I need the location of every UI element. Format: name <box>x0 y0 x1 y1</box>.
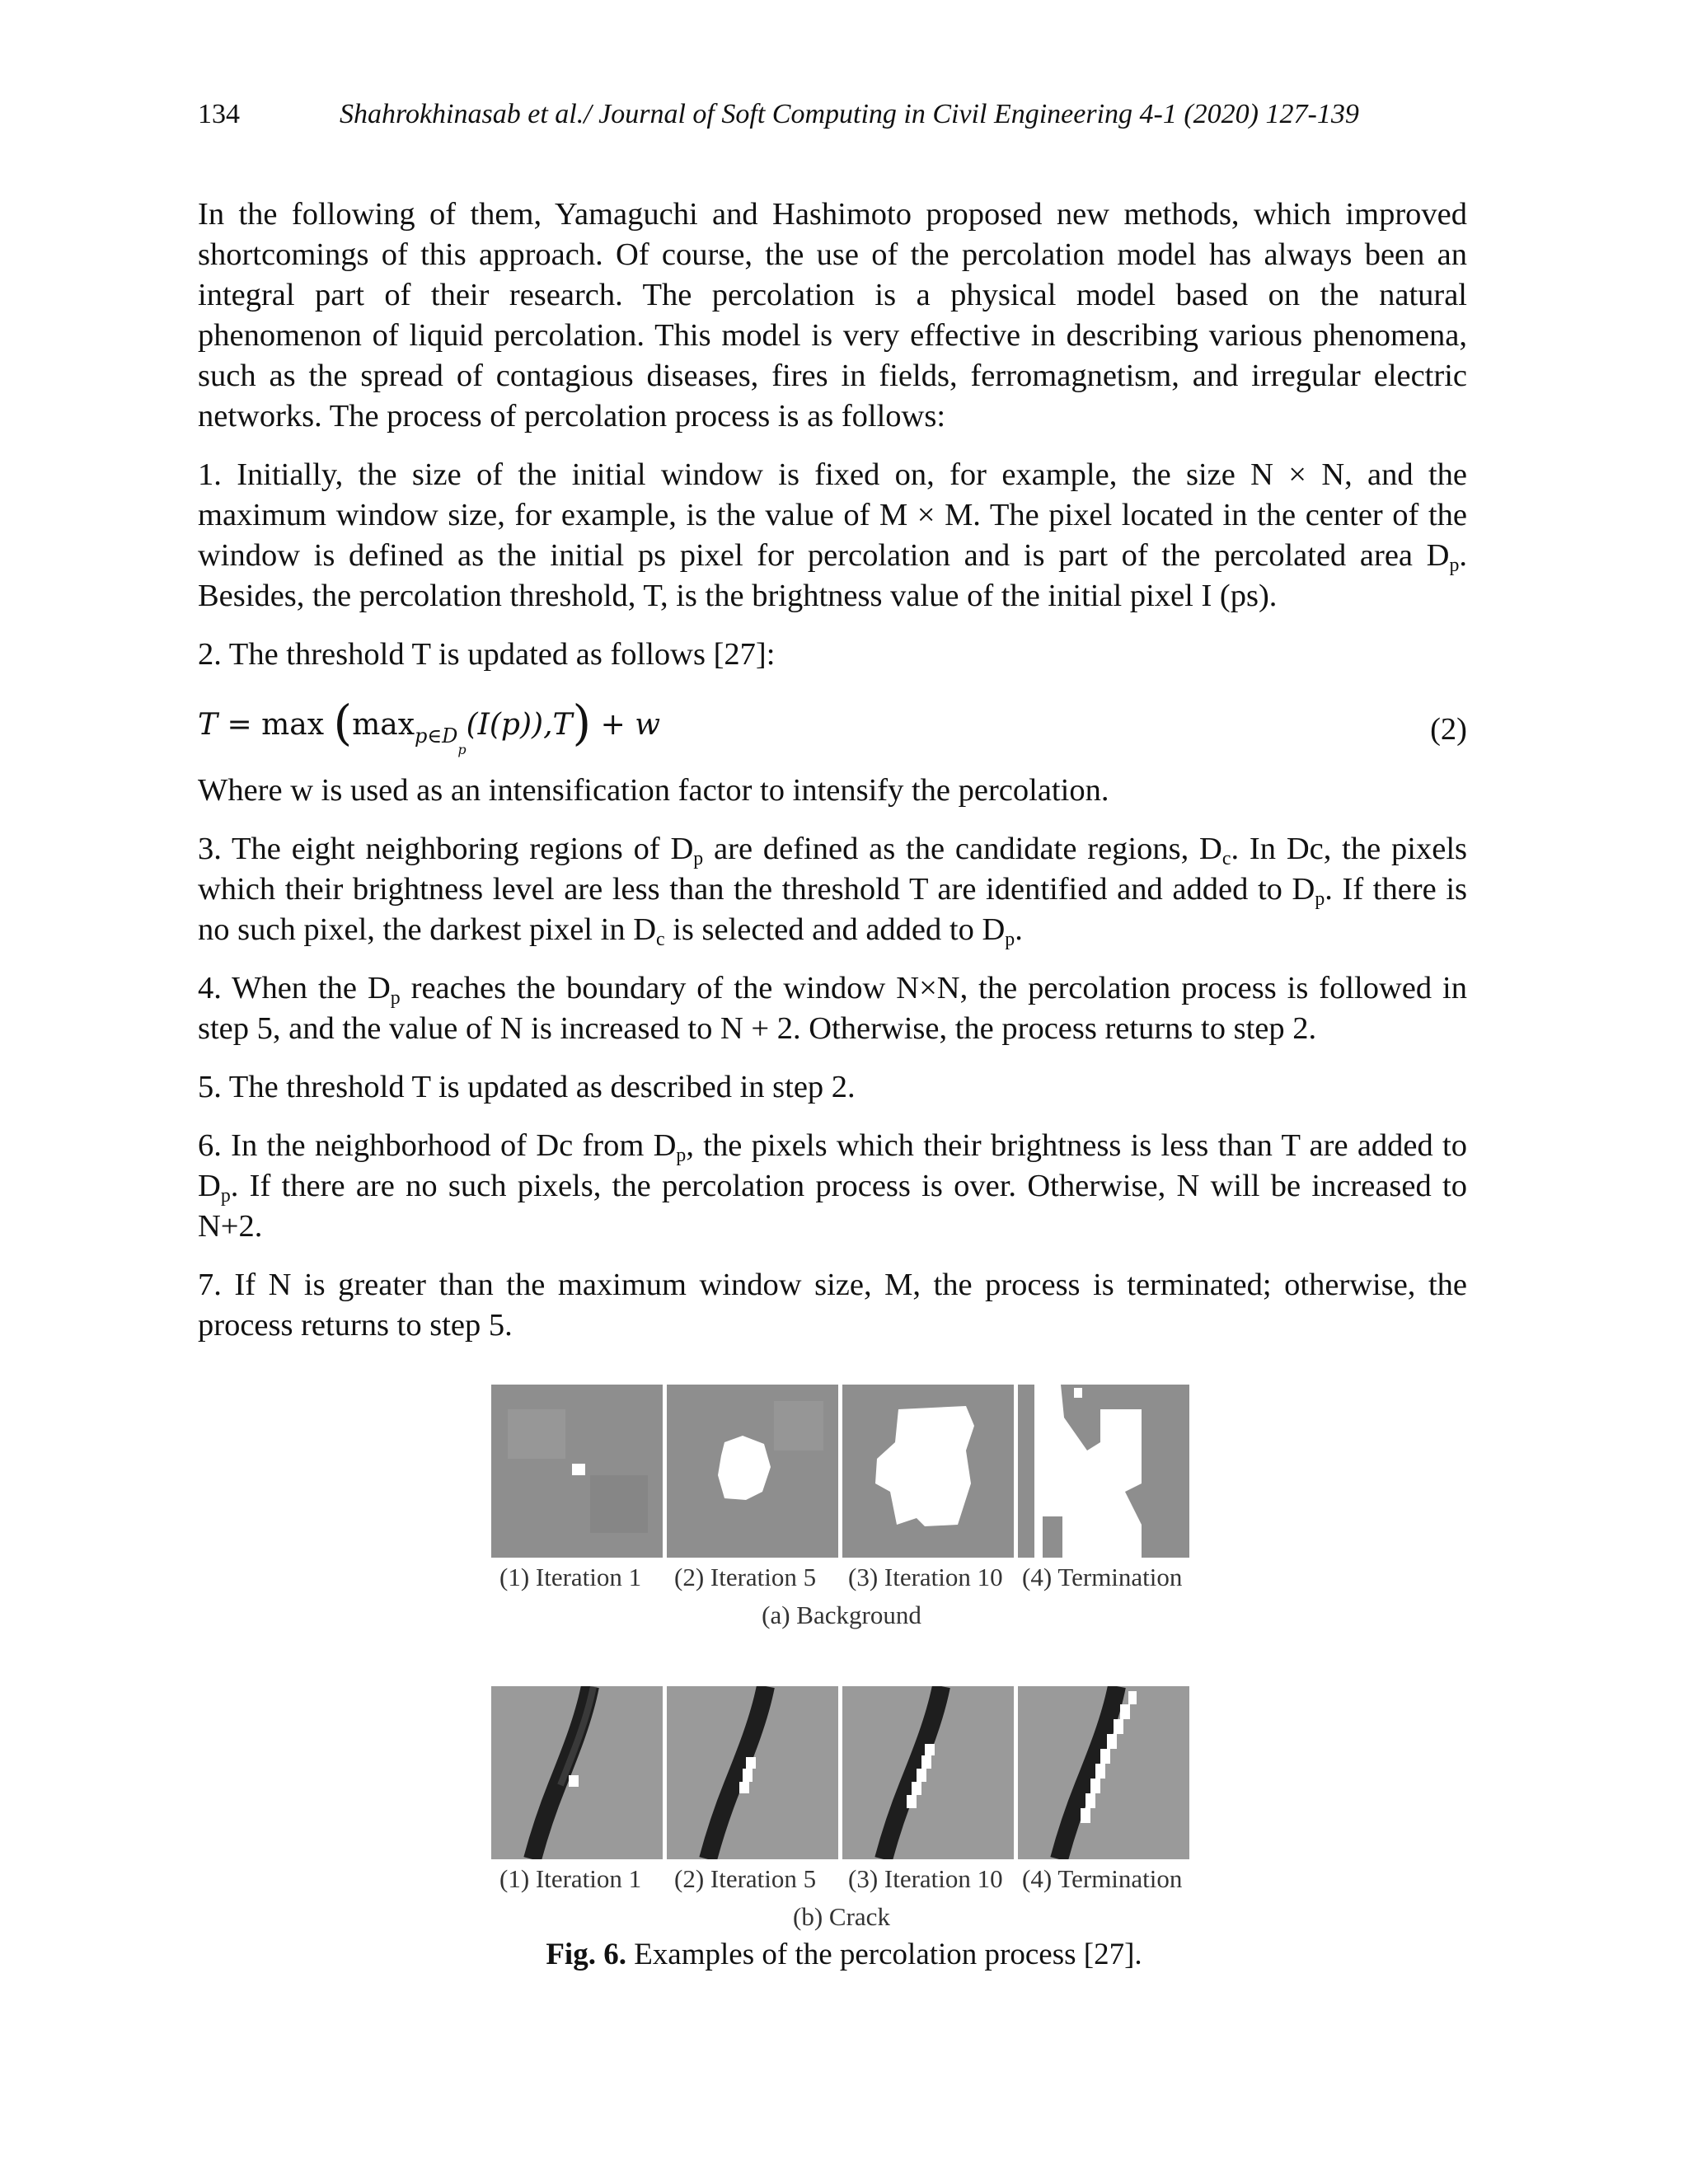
equation-formula: $T = \max (\max_{p\in D_p}(I(p)),T) + w$ <box>198 695 661 757</box>
paragraph-step-2: 2. The threshold T is updated as follows [27]: <box>198 637 776 672</box>
equation-number: (2) <box>1430 712 1467 747</box>
paragraph-step-4: 4. When the $D_p$ reaches the boundary of the window N×N, the percolation process is followed in step 5, and the value of N is increased to N + 2. Otherwise, the process returns to step 2. <box>198 971 1467 1046</box>
figure-row-crack <box>491 1686 1192 1859</box>
equation-2 <box>198 693 1467 762</box>
row-a-label: (a) Background <box>762 1601 921 1629</box>
crack-iteration-10-image <box>842 1686 1014 1859</box>
figure-caption: Fig. 6. Examples of the percolation process [27]. <box>546 1938 1142 1971</box>
crack-iteration-5-image <box>667 1686 838 1859</box>
row-b-captions: (1) Iteration 1 (2) Iteration 5 (3) Iteration 10 (4) Termination <box>499 1864 1183 1893</box>
paragraph-step-5: 5. The threshold T is updated as described in step 2. <box>198 1070 856 1104</box>
figure-6 <box>491 1385 1192 1935</box>
background-iteration-5-image <box>667 1385 838 1558</box>
paragraph-step-7: 7. If N is greater than the maximum window size, M, the process is terminated; otherwise, the process returns to step 5. <box>198 1268 1467 1343</box>
background-iteration-10-image <box>842 1385 1014 1558</box>
paragraph-intro: In the following of them, Yamaguchi and Hashimoto proposed new methods, which improved shortcomings of this approach. Of course, the use of the percolation model has always been an integral part of their research. The percolation is a physical model based on the natural phenomenon of liquid percolation. This model is very effective in describing various phenomena, such as the spread of contagious diseases, fires in fields, ferromagnetism, and irregular electric networks. The process of percolation process is as follows: <box>198 197 1467 434</box>
journal-citation: Shahrokhinasab et al./ Journal of Soft Computing in Civil Engineering 4-1 (2020) 127-139 <box>340 99 1359 129</box>
body-text <box>198 194 1467 1346</box>
row-a-captions: (1) Iteration 1 (2) Iteration 5 (3) Iteration 10 (4) Termination <box>499 1563 1183 1591</box>
page-number: 134 <box>198 99 240 129</box>
paragraph-step-6: 6. In the neighborhood of Dc from $D_p$, the pixels which their brightness is less than T are added to $D_p$. If there are no such pixels, the percolation process is over. Otherwise, N will be increased to N+2. <box>198 1128 1467 1244</box>
paragraph-step-3: 3. The eight neighboring regions of $D_p$ are defined as the candidate regions, $D_c$. In Dc, the pixels which their brightness level are less than the threshold T are identified and added to $D_p$. If there is no such pixel, the darkest pixel in $D_c$ is selected and added to $D_p$. <box>198 832 1468 951</box>
crack-iteration-1-image <box>491 1686 663 1859</box>
paragraph-step-1: 1. Initially, the size of the initial window is fixed on, for example, the size N × N, and the maximum window size, for example, is the value of M × M. The pixel located in the center of the window is defined as the initial ps pixel for percolation and is part of the percolated area $D_p$. Besides, the percolation threshold, T, is the brightness value of the initial pixel I (ps). <box>198 457 1467 613</box>
background-termination-image <box>1018 1385 1189 1558</box>
background-iteration-1-image <box>491 1385 663 1558</box>
row-b-label: (b) Crack <box>793 1902 890 1931</box>
paragraph-where: Where w is used as an intensification factor to intensify the percolation. <box>198 773 1109 808</box>
figure-row-background <box>491 1385 1192 1558</box>
crack-termination-image <box>1018 1686 1189 1859</box>
